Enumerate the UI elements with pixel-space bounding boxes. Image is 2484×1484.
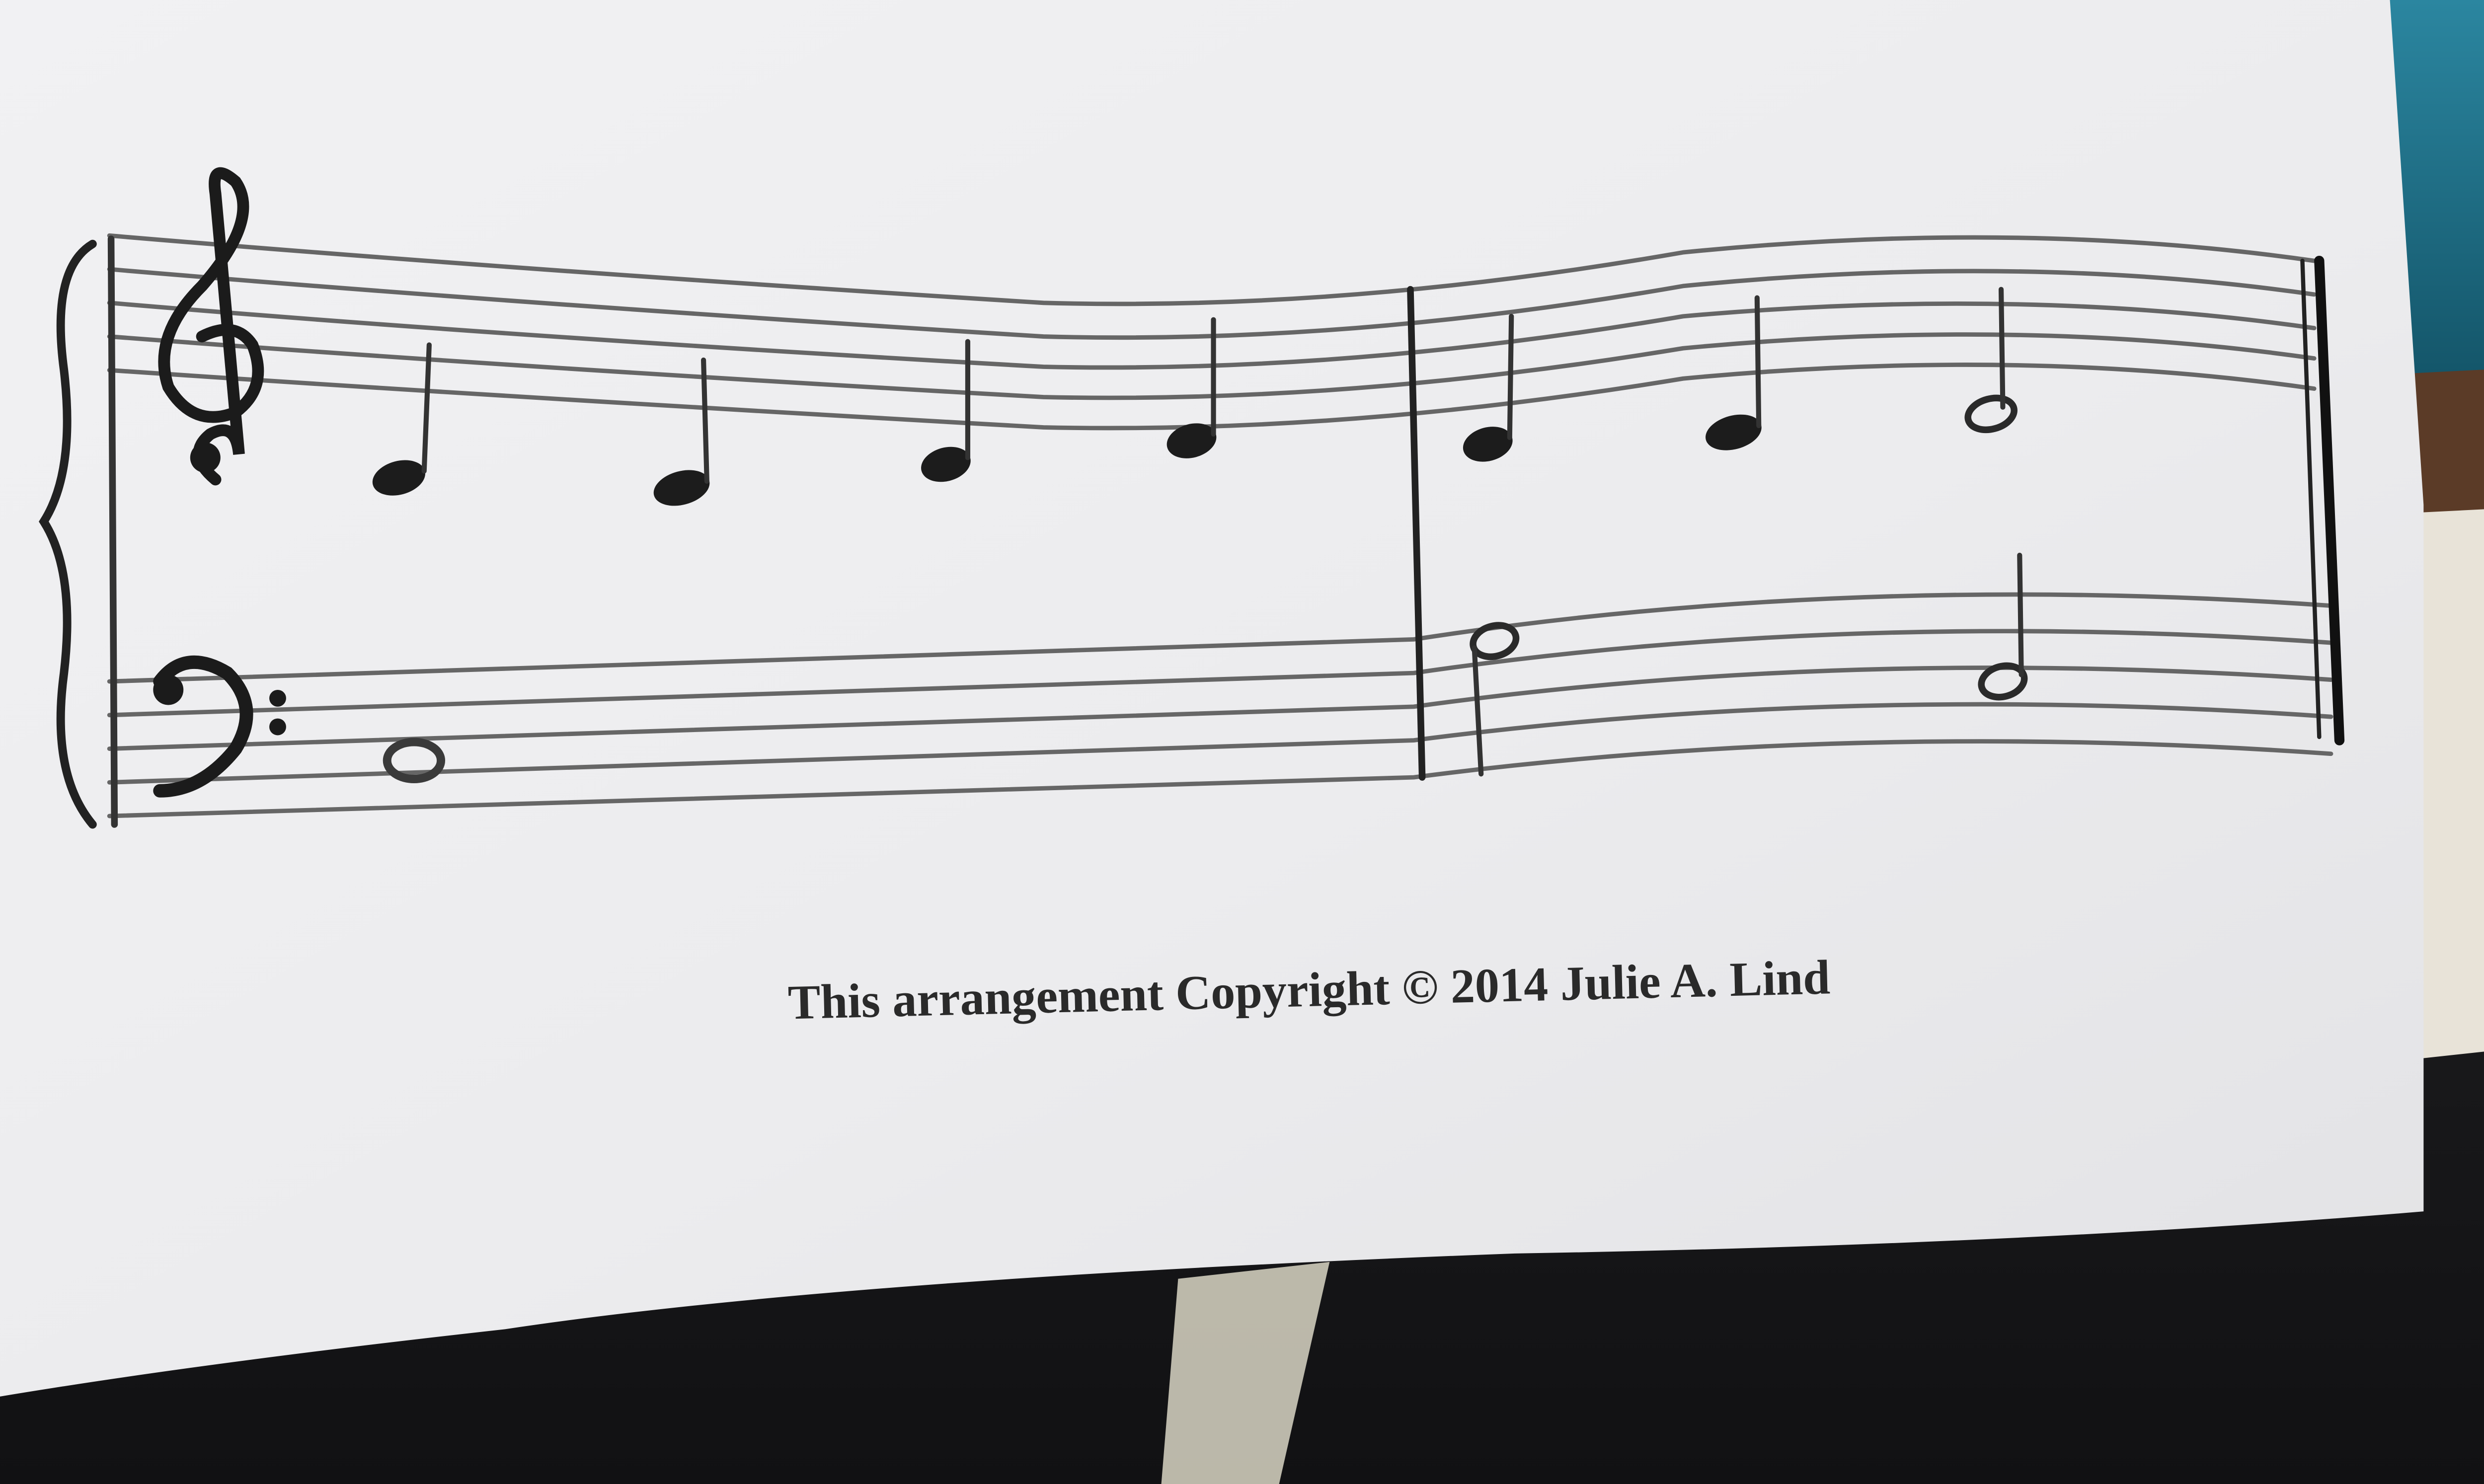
- copyright-text: This arrangement Copyright © 2014 Julie A. Lind: [787, 950, 1831, 1030]
- system-barline-left: [111, 239, 115, 824]
